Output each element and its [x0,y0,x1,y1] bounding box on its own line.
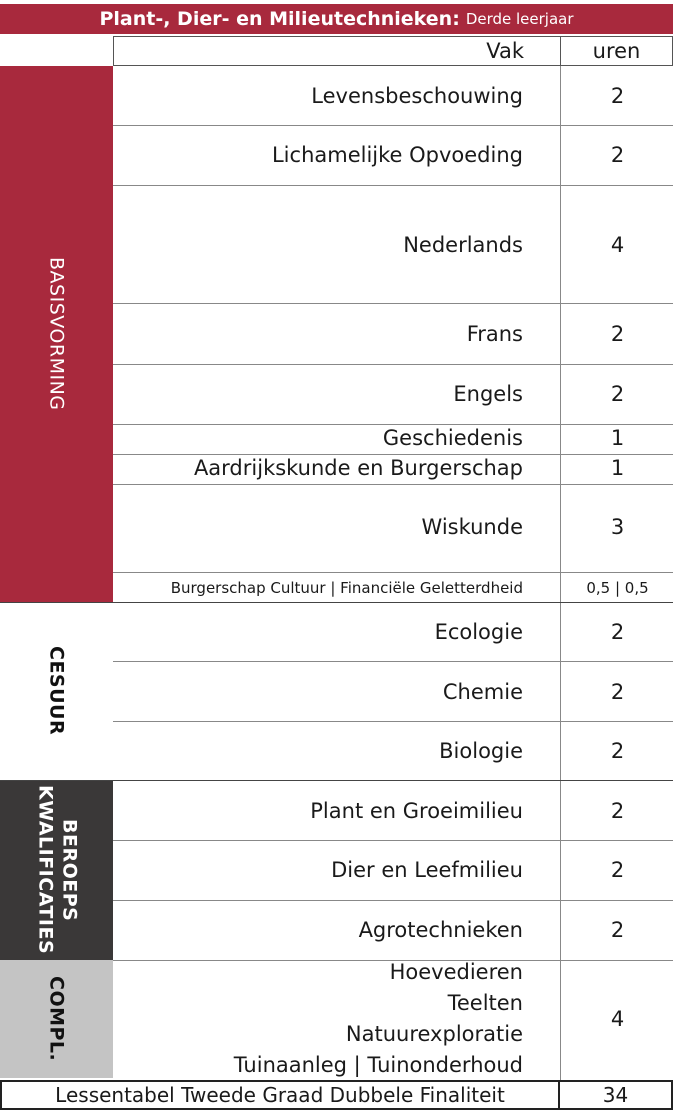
section-separator [0,602,673,603]
section-label: BASISVORMING [45,257,68,411]
row-separator [113,454,673,455]
hours-cell: 2 [610,143,625,167]
hours-cell: 2 [610,84,625,108]
section-label: COMPL. [45,976,68,1062]
hours-cell: 2 [610,739,625,763]
subject-cell: Plant en Groeimilieu [310,799,523,823]
subject-cell: Levensbeschouwing [311,84,523,108]
hours-cell: 1 [610,426,625,450]
subject-cell: Frans [466,322,523,346]
compl-subject: Hoevedieren [389,960,523,984]
row-separator [113,840,673,841]
hours-cell: 2 [610,799,625,823]
row-separator [113,424,673,425]
row-separator [113,125,673,126]
hours-cell: 2 [610,382,625,406]
section-basisvorming [0,66,113,602]
section-separator [0,780,673,781]
footer-label: Lessentabel Tweede Graad Dubbele Finaliteit [0,1080,560,1110]
row-separator [113,661,673,662]
hours-cell: 2 [610,322,625,346]
hours-cell: 0,5 | 0,5 [586,579,649,597]
section-cesuur [0,602,113,780]
hours-cell: 2 [610,918,625,942]
page-subtitle: Derde leerjaar [465,10,574,28]
footer-total: 34 [558,1080,673,1110]
section-label: BEROEPS KWALIFICATIES [34,785,81,955]
subject-cell: Dier en Leefmilieu [331,858,523,882]
subject-cell: Geschiedenis [382,426,523,450]
subject-cell: Lichamelijke Opvoeding [271,143,523,167]
subject-cell: Biologie [439,739,523,763]
row-separator [113,364,673,365]
compl-subject: Tuinaanleg | Tuinonderhoud [233,1053,523,1077]
row-separator [113,721,673,722]
subject-cell: Nederlands [403,233,523,257]
hours-cell: 3 [610,515,625,539]
row-separator [113,484,673,485]
compl-subject: Teelten [447,991,523,1015]
subject-cell: Ecologie [434,620,523,644]
column-header-subject: Vak [113,36,561,66]
hours-cell: 4 [610,233,625,257]
column-divider [560,66,561,1080]
compl-hours: 4 [610,1007,625,1031]
subject-cell: Engels [453,382,523,406]
column-header-hours: uren [560,36,673,66]
section-beroepskwalificaties [0,780,113,960]
hours-cell: 2 [610,680,625,704]
subject-cell: Agrotechnieken [358,918,523,942]
row-separator [113,900,673,901]
subject-cell: Wiskunde [421,515,523,539]
row-separator [113,303,673,304]
row-separator [113,572,673,573]
section-compl [0,960,113,1078]
page-title: Plant-, Dier- en Milieutechnieken: [99,8,460,30]
subject-cell: Aardrijkskunde en Burgerschap [193,456,523,480]
hours-cell: 2 [610,858,625,882]
compl-subject: Natuurexploratie [345,1022,523,1046]
page-title-bar [0,4,673,34]
section-label: CESUUR [45,646,68,736]
hours-cell: 2 [610,620,625,644]
row-separator [113,185,673,186]
subject-cell: Chemie [442,680,523,704]
hours-cell: 1 [610,456,625,480]
subject-cell: Burgerschap Cultuur | Financiële Geletterdheid [170,579,523,597]
